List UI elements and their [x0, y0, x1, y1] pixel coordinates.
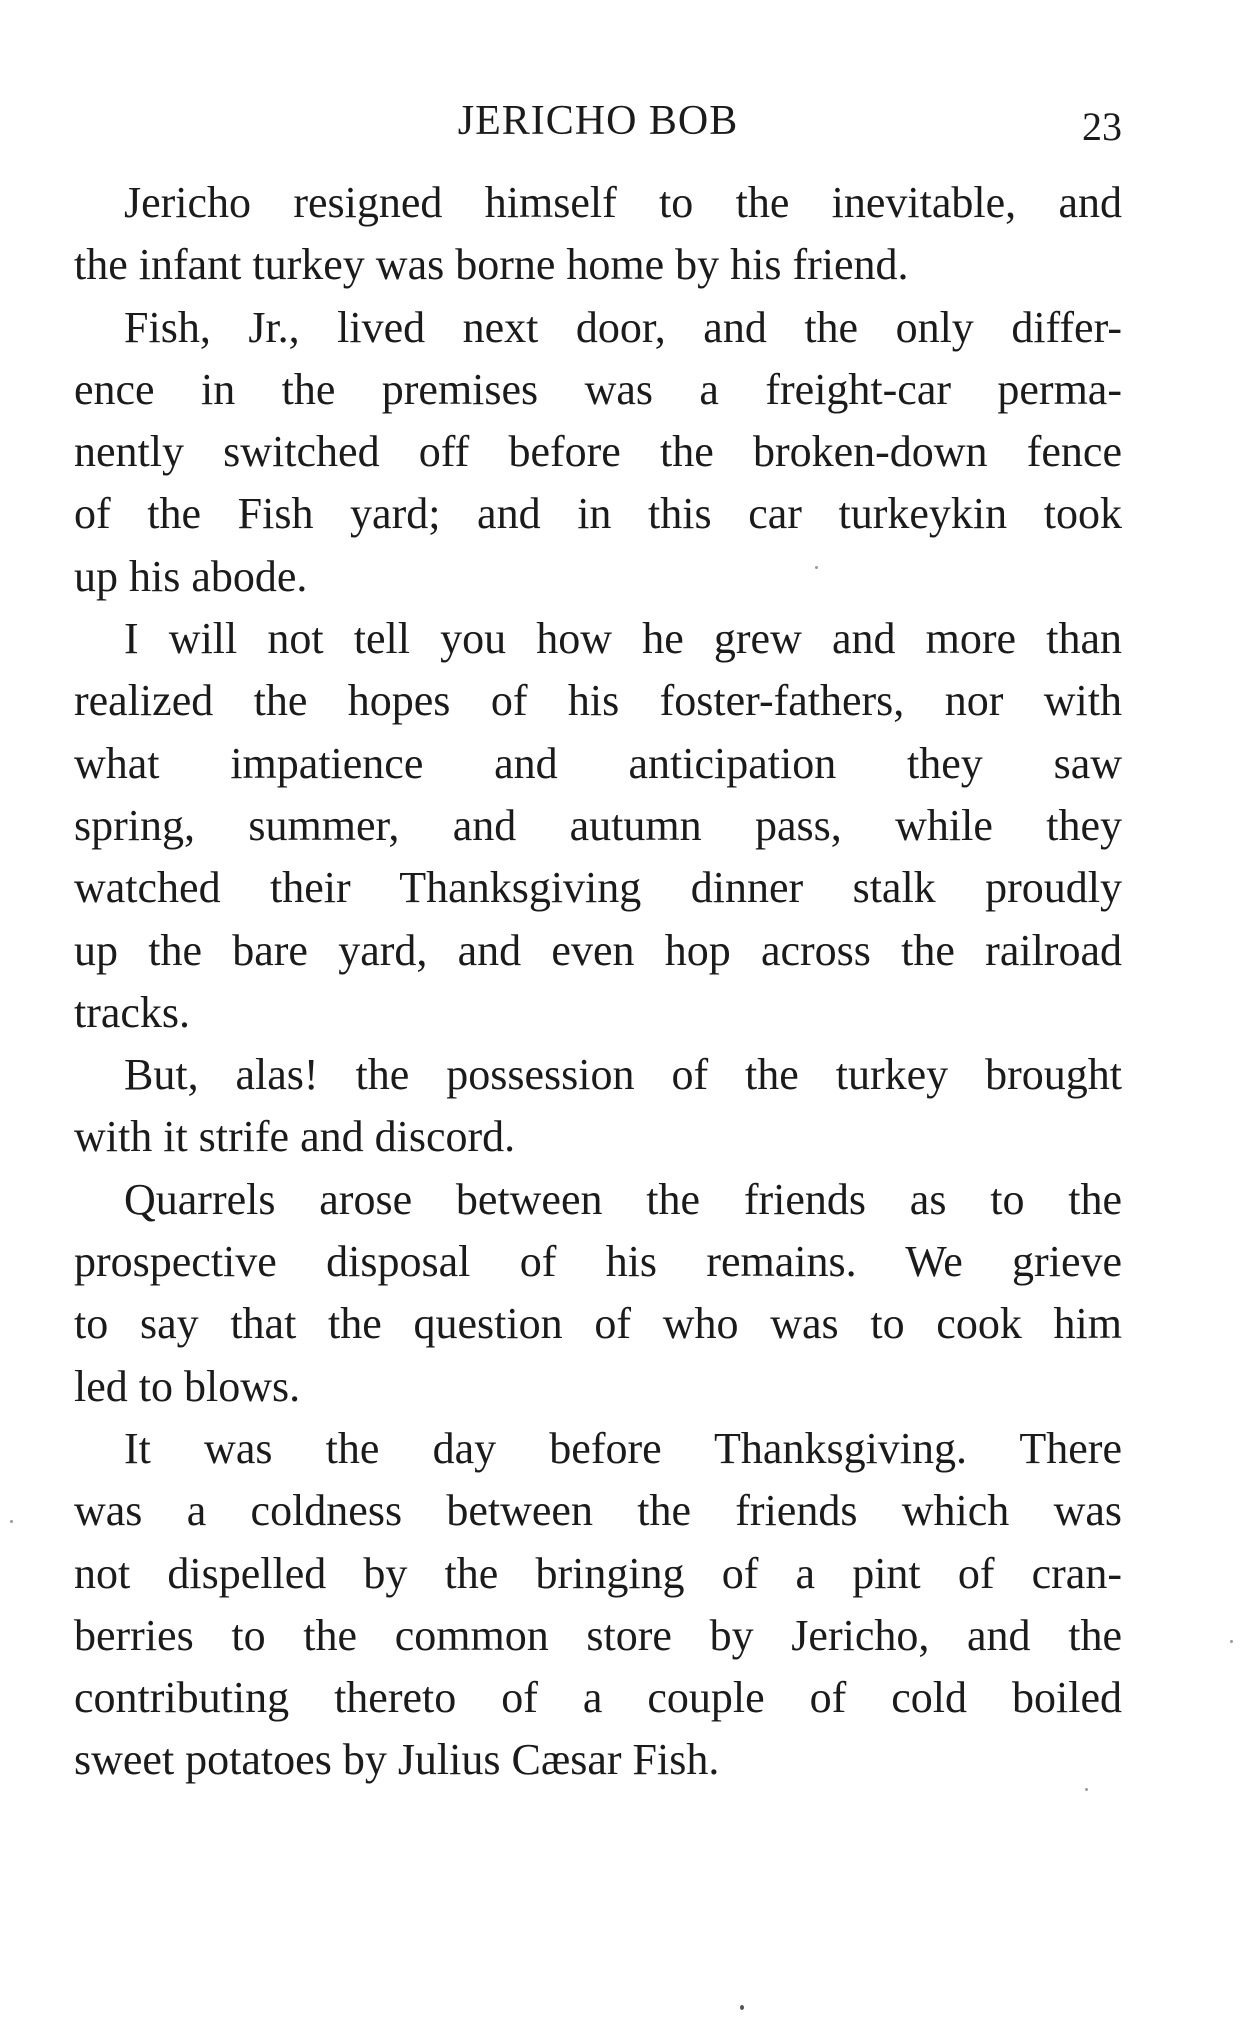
text-line: was a coldness between the friends which was — [74, 1486, 1122, 1536]
text-line: Quarrels arose between the friends as to the — [124, 1174, 1122, 1224]
text-line: ence in the premises was a freight-car perma- — [74, 364, 1122, 414]
text-line: the infant turkey was borne home by his friend. — [74, 240, 909, 290]
page-header — [74, 96, 1122, 149]
text-line: realized the hopes of his foster-fathers, nor with — [74, 676, 1122, 726]
text-line: not dispelled by the bringing of a pint of cran- — [74, 1548, 1122, 1598]
scan-speck — [1230, 1640, 1233, 1643]
scan-speck — [1085, 1788, 1088, 1791]
scan-speck — [740, 2005, 744, 2010]
scan-speck — [10, 1520, 13, 1523]
text-line: nently switched off before the broken-down fence — [74, 427, 1122, 477]
text-line: spring, summer, and autumn pass, while they — [74, 800, 1122, 850]
paragraph — [74, 1169, 1122, 1418]
paragraph — [74, 1044, 1122, 1169]
running-title: JERICHO BOB — [457, 98, 739, 144]
text-line: to say that the question of who was to cook him — [74, 1299, 1122, 1349]
text-line: It was the day before Thanksgiving. There — [124, 1423, 1122, 1473]
body-text — [74, 172, 1122, 1792]
paragraph — [74, 172, 1122, 297]
text-line: sweet potatoes by Julius Cæsar Fish. — [74, 1735, 720, 1785]
page-number: 23 — [1082, 104, 1122, 149]
text-line: up his abode. — [74, 551, 308, 601]
text-line: prospective disposal of his remains. We grieve — [74, 1237, 1122, 1287]
paragraph — [74, 1418, 1122, 1792]
text-line: with it strife and discord. — [74, 1112, 516, 1162]
paragraph — [74, 608, 1122, 1044]
text-line: Jericho resigned himself to the inevitable, and — [124, 178, 1122, 227]
text-line: berries to the common store by Jericho, and the — [74, 1610, 1122, 1660]
text-line: tracks. — [74, 987, 191, 1037]
text-line: of the Fish yard; and in this car turkeykin took — [74, 489, 1122, 539]
text-line: up the bare yard, and even hop across the railroad — [74, 925, 1122, 975]
text-line: watched their Thanksgiving dinner stalk proudly — [74, 863, 1122, 913]
text-line: I will not tell you how he grew and more than — [124, 614, 1122, 664]
text-line: led to blows. — [74, 1361, 301, 1411]
scan-speck — [815, 566, 818, 569]
text-line: But, alas! the possession of the turkey brought — [124, 1050, 1122, 1100]
paragraph — [74, 297, 1122, 608]
text-line: Fish, Jr., lived next door, and the only differ- — [124, 302, 1122, 352]
text-line: contributing thereto of a couple of cold boiled — [74, 1673, 1122, 1723]
text-line: what impatience and anticipation they saw — [74, 738, 1122, 788]
